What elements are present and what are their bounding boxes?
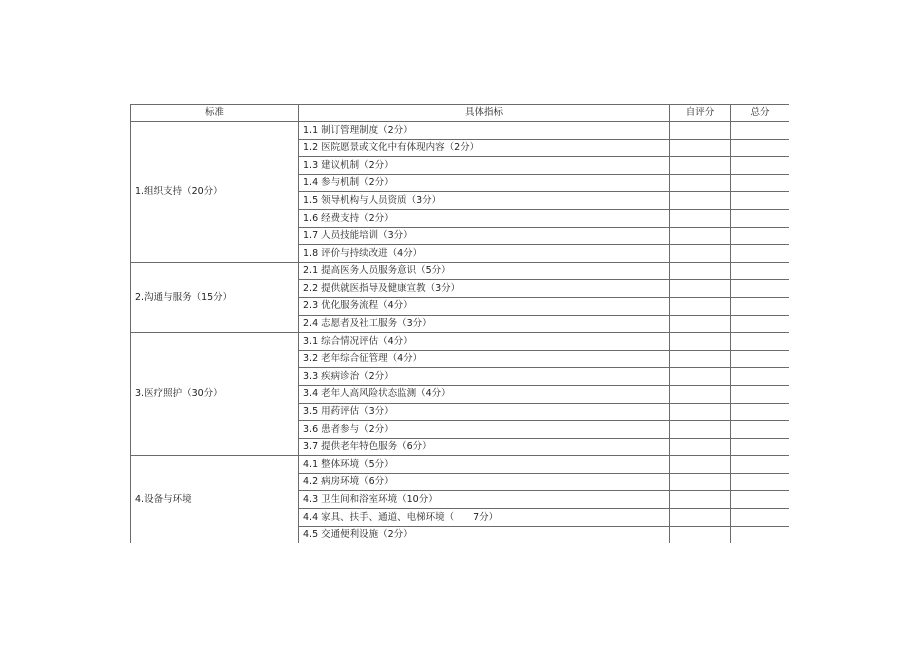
table-row (131, 333, 790, 351)
total-score-cell[interactable] (731, 333, 790, 351)
total-score-cell[interactable] (731, 526, 790, 543)
category-cell: 1.组织支持（20分） (131, 122, 299, 263)
total-score-cell[interactable] (731, 227, 790, 245)
self-score-cell[interactable] (670, 491, 731, 509)
total-score-cell[interactable] (731, 385, 790, 403)
self-score-cell[interactable] (670, 350, 731, 368)
table-body (131, 122, 790, 544)
total-score-cell[interactable] (731, 315, 790, 333)
total-score-cell[interactable] (731, 456, 790, 474)
total-score-cell[interactable] (731, 157, 790, 175)
self-score-cell[interactable] (670, 245, 731, 263)
category-cell: 2.沟通与服务（15分） (131, 262, 299, 332)
total-score-cell[interactable] (731, 421, 790, 439)
indicator-cell: 2.2 提供就医指导及健康宣教（3分） (299, 280, 670, 298)
indicator-cell: 1.8 评价与持续改进（4分） (299, 245, 670, 263)
indicator-cell: 4.5 交通便利设施（2分） (299, 526, 670, 543)
self-score-cell[interactable] (670, 385, 731, 403)
total-score-cell[interactable] (731, 403, 790, 421)
header-total-score: 总分 (731, 105, 790, 122)
indicator-cell: 3.1 综合情况评估（4分） (299, 333, 670, 351)
total-score-cell[interactable] (731, 209, 790, 227)
header-indicator: 具体指标 (299, 105, 670, 122)
self-score-cell[interactable] (670, 227, 731, 245)
indicator-cell: 2.1 提高医务人员服务意识（5分） (299, 262, 670, 280)
self-score-cell[interactable] (670, 280, 731, 298)
self-score-cell[interactable] (670, 526, 731, 543)
total-score-cell[interactable] (731, 509, 790, 527)
header-row (131, 105, 790, 122)
self-score-cell[interactable] (670, 473, 731, 491)
table-row (131, 122, 790, 140)
self-score-cell[interactable] (670, 122, 731, 140)
total-score-cell[interactable] (731, 491, 790, 509)
header-self-score: 自评分 (670, 105, 731, 122)
evaluation-table (130, 104, 789, 543)
indicator-cell: 1.5 领导机构与人员资质（3分） (299, 192, 670, 210)
self-score-cell[interactable] (670, 192, 731, 210)
self-score-cell[interactable] (670, 262, 731, 280)
indicator-cell: 1.3 建议机制（2分） (299, 157, 670, 175)
total-score-cell[interactable] (731, 122, 790, 140)
self-score-cell[interactable] (670, 297, 731, 315)
indicator-cell: 3.6 患者参与（2分） (299, 421, 670, 439)
self-score-cell[interactable] (670, 209, 731, 227)
self-score-cell[interactable] (670, 509, 731, 527)
indicator-cell: 3.7 提供老年特色服务（6分） (299, 438, 670, 456)
indicator-cell: 1.1 制订管理制度（2分） (299, 122, 670, 140)
total-score-cell[interactable] (731, 368, 790, 386)
total-score-cell[interactable] (731, 245, 790, 263)
self-score-cell[interactable] (670, 438, 731, 456)
table-row (131, 262, 790, 280)
indicator-cell: 1.6 经费支持（2分） (299, 209, 670, 227)
indicator-cell: 3.2 老年综合征管理（4分） (299, 350, 670, 368)
indicator-cell: 1.4 参与机制（2分） (299, 174, 670, 192)
indicator-cell: 1.2 医院愿景或文化中有体现内容（2分） (299, 139, 670, 157)
self-score-cell[interactable] (670, 333, 731, 351)
total-score-cell[interactable] (731, 139, 790, 157)
total-score-cell[interactable] (731, 174, 790, 192)
indicator-cell: 3.4 老年人高风险状态监测（4分） (299, 385, 670, 403)
self-score-cell[interactable] (670, 421, 731, 439)
total-score-cell[interactable] (731, 297, 790, 315)
indicator-cell: 2.3 优化服务流程（4分） (299, 297, 670, 315)
header-standard: 标准 (131, 105, 299, 122)
self-score-cell[interactable] (670, 157, 731, 175)
self-score-cell[interactable] (670, 368, 731, 386)
indicator-cell: 3.5 用药评估（3分） (299, 403, 670, 421)
self-score-cell[interactable] (670, 139, 731, 157)
self-score-cell[interactable] (670, 174, 731, 192)
table-row (131, 456, 790, 474)
indicator-cell: 2.4 志愿者及社工服务（3分） (299, 315, 670, 333)
total-score-cell[interactable] (731, 473, 790, 491)
indicator-cell: 4.1 整体环境（5分） (299, 456, 670, 474)
total-score-cell[interactable] (731, 350, 790, 368)
total-score-cell[interactable] (731, 262, 790, 280)
category-cell: 4.设备与环境 (131, 456, 299, 543)
category-cell: 3.医疗照护（30分） (131, 333, 299, 456)
self-score-cell[interactable] (670, 456, 731, 474)
self-score-cell[interactable] (670, 315, 731, 333)
self-score-cell[interactable] (670, 403, 731, 421)
score-sheet (130, 104, 789, 551)
indicator-cell: 1.7 人员技能培训（3分） (299, 227, 670, 245)
total-score-cell[interactable] (731, 438, 790, 456)
indicator-cell: 4.3 卫生间和浴室环境（10分） (299, 491, 670, 509)
indicator-cell: 3.3 疾病诊治（2分） (299, 368, 670, 386)
indicator-cell: 4.2 病房环境（6分） (299, 473, 670, 491)
total-score-cell[interactable] (731, 280, 790, 298)
indicator-cell: 4.4 家具、扶手、通道、电梯环境（ 7分） (299, 509, 670, 527)
total-score-cell[interactable] (731, 192, 790, 210)
